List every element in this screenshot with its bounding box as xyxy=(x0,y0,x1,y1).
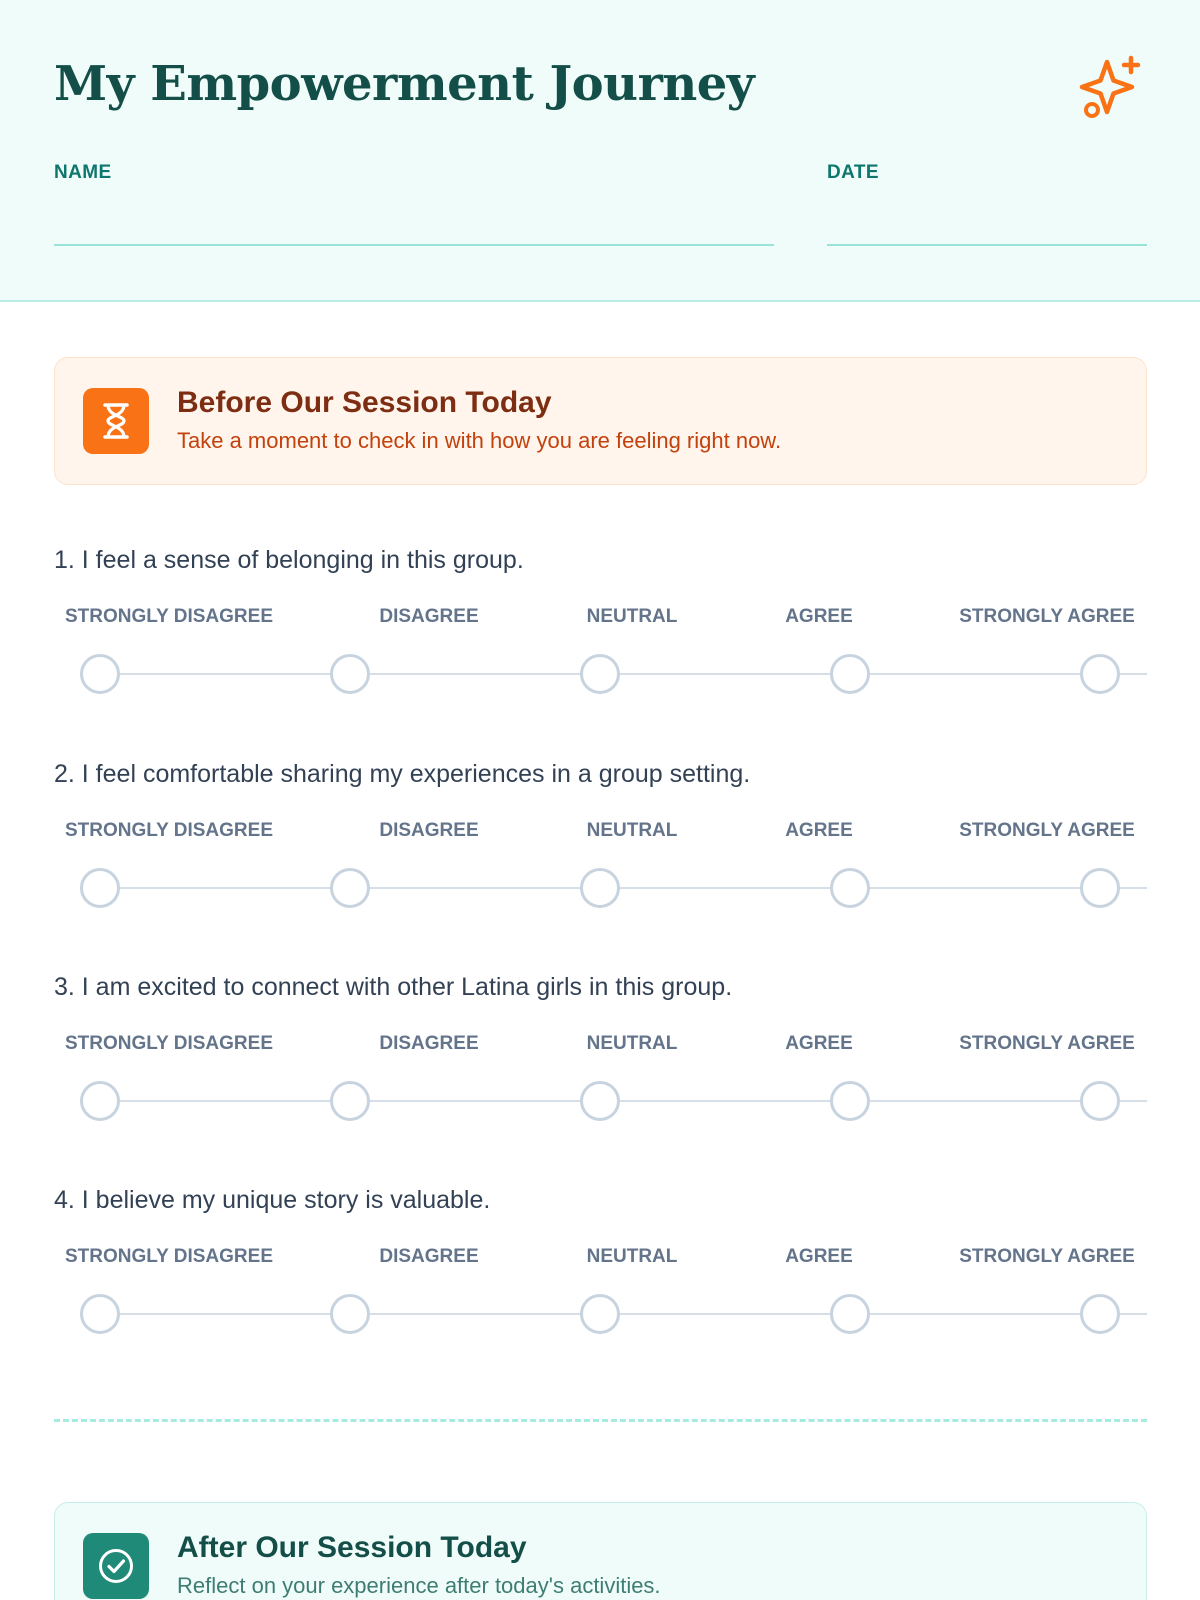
question-1 xyxy=(54,546,1147,726)
scale-label-strongly-agree: STRONGLY AGREE xyxy=(959,820,1135,841)
radio-agree[interactable] xyxy=(830,1294,870,1334)
radio-strongly-agree[interactable] xyxy=(1080,654,1120,694)
question-3 xyxy=(54,973,1147,1153)
scale-label-disagree: DISAGREE xyxy=(379,606,479,627)
date-field[interactable] xyxy=(827,244,1147,246)
scale-track xyxy=(100,1100,1147,1102)
scale-label-strongly-disagree: STRONGLY DISAGREE xyxy=(65,1033,273,1054)
radio-strongly-agree[interactable] xyxy=(1080,1081,1120,1121)
before-section-title: Before Our Session Today xyxy=(177,386,552,419)
section-divider xyxy=(54,1419,1147,1422)
scale-label-agree: AGREE xyxy=(785,606,853,627)
scale-label-agree: AGREE xyxy=(785,1246,853,1267)
name-field[interactable] xyxy=(54,244,774,246)
hourglass-icon xyxy=(83,388,149,454)
after-session-card xyxy=(54,1502,1147,1600)
scale-label-neutral: NEUTRAL xyxy=(586,820,678,841)
scale-label-neutral: NEUTRAL xyxy=(586,606,678,627)
scale-label-agree: AGREE xyxy=(785,820,853,841)
worksheet-header xyxy=(0,0,1200,302)
question-text: 2. I feel comfortable sharing my experiences in a group setting. xyxy=(54,760,751,788)
scale-label-disagree: DISAGREE xyxy=(379,1246,479,1267)
question-text: 3. I am excited to connect with other Latina girls in this group. xyxy=(54,973,733,1001)
question-4 xyxy=(54,1186,1147,1366)
radio-neutral[interactable] xyxy=(580,868,620,908)
radio-strongly-disagree[interactable] xyxy=(80,868,120,908)
radio-disagree[interactable] xyxy=(330,1294,370,1334)
before-session-card xyxy=(54,357,1147,485)
question-text: 4. I believe my unique story is valuable. xyxy=(54,1186,491,1214)
radio-neutral[interactable] xyxy=(580,654,620,694)
scale-label-strongly-agree: STRONGLY AGREE xyxy=(959,606,1135,627)
scale-label-disagree: DISAGREE xyxy=(379,1033,479,1054)
after-section-title: After Our Session Today xyxy=(177,1531,527,1564)
radio-disagree[interactable] xyxy=(330,654,370,694)
scale-label-strongly-disagree: STRONGLY DISAGREE xyxy=(65,1246,273,1267)
scale-label-neutral: NEUTRAL xyxy=(586,1246,678,1267)
radio-disagree[interactable] xyxy=(330,1081,370,1121)
radio-neutral[interactable] xyxy=(580,1294,620,1334)
scale-track xyxy=(100,673,1147,675)
radio-strongly-agree[interactable] xyxy=(1080,1294,1120,1334)
radio-agree[interactable] xyxy=(830,868,870,908)
sparkle-icon xyxy=(1078,55,1144,121)
radio-agree[interactable] xyxy=(830,1081,870,1121)
scale-label-neutral: NEUTRAL xyxy=(586,1033,678,1054)
question-text: 1. I feel a sense of belonging in this group. xyxy=(54,546,524,574)
scale-label-strongly-disagree: STRONGLY DISAGREE xyxy=(65,820,273,841)
after-section-subtitle: Reflect on your experience after today's activities. xyxy=(177,1573,661,1598)
radio-strongly-disagree[interactable] xyxy=(80,654,120,694)
name-label: NAME xyxy=(54,162,112,183)
check-circle-icon xyxy=(83,1533,149,1599)
radio-strongly-disagree[interactable] xyxy=(80,1081,120,1121)
radio-strongly-disagree[interactable] xyxy=(80,1294,120,1334)
scale-track xyxy=(100,887,1147,889)
before-section-subtitle: Take a moment to check in with how you are feeling right now. xyxy=(177,428,782,453)
scale-label-disagree: DISAGREE xyxy=(379,820,479,841)
radio-neutral[interactable] xyxy=(580,1081,620,1121)
date-label: DATE xyxy=(827,162,879,183)
radio-disagree[interactable] xyxy=(330,868,370,908)
question-2 xyxy=(54,760,1147,940)
radio-agree[interactable] xyxy=(830,654,870,694)
scale-label-strongly-disagree: STRONGLY DISAGREE xyxy=(65,606,273,627)
page-title: My Empowerment Journey xyxy=(54,56,755,112)
scale-label-strongly-agree: STRONGLY AGREE xyxy=(959,1246,1135,1267)
scale-track xyxy=(100,1313,1147,1315)
scale-label-strongly-agree: STRONGLY AGREE xyxy=(959,1033,1135,1054)
scale-label-agree: AGREE xyxy=(785,1033,853,1054)
radio-strongly-agree[interactable] xyxy=(1080,868,1120,908)
